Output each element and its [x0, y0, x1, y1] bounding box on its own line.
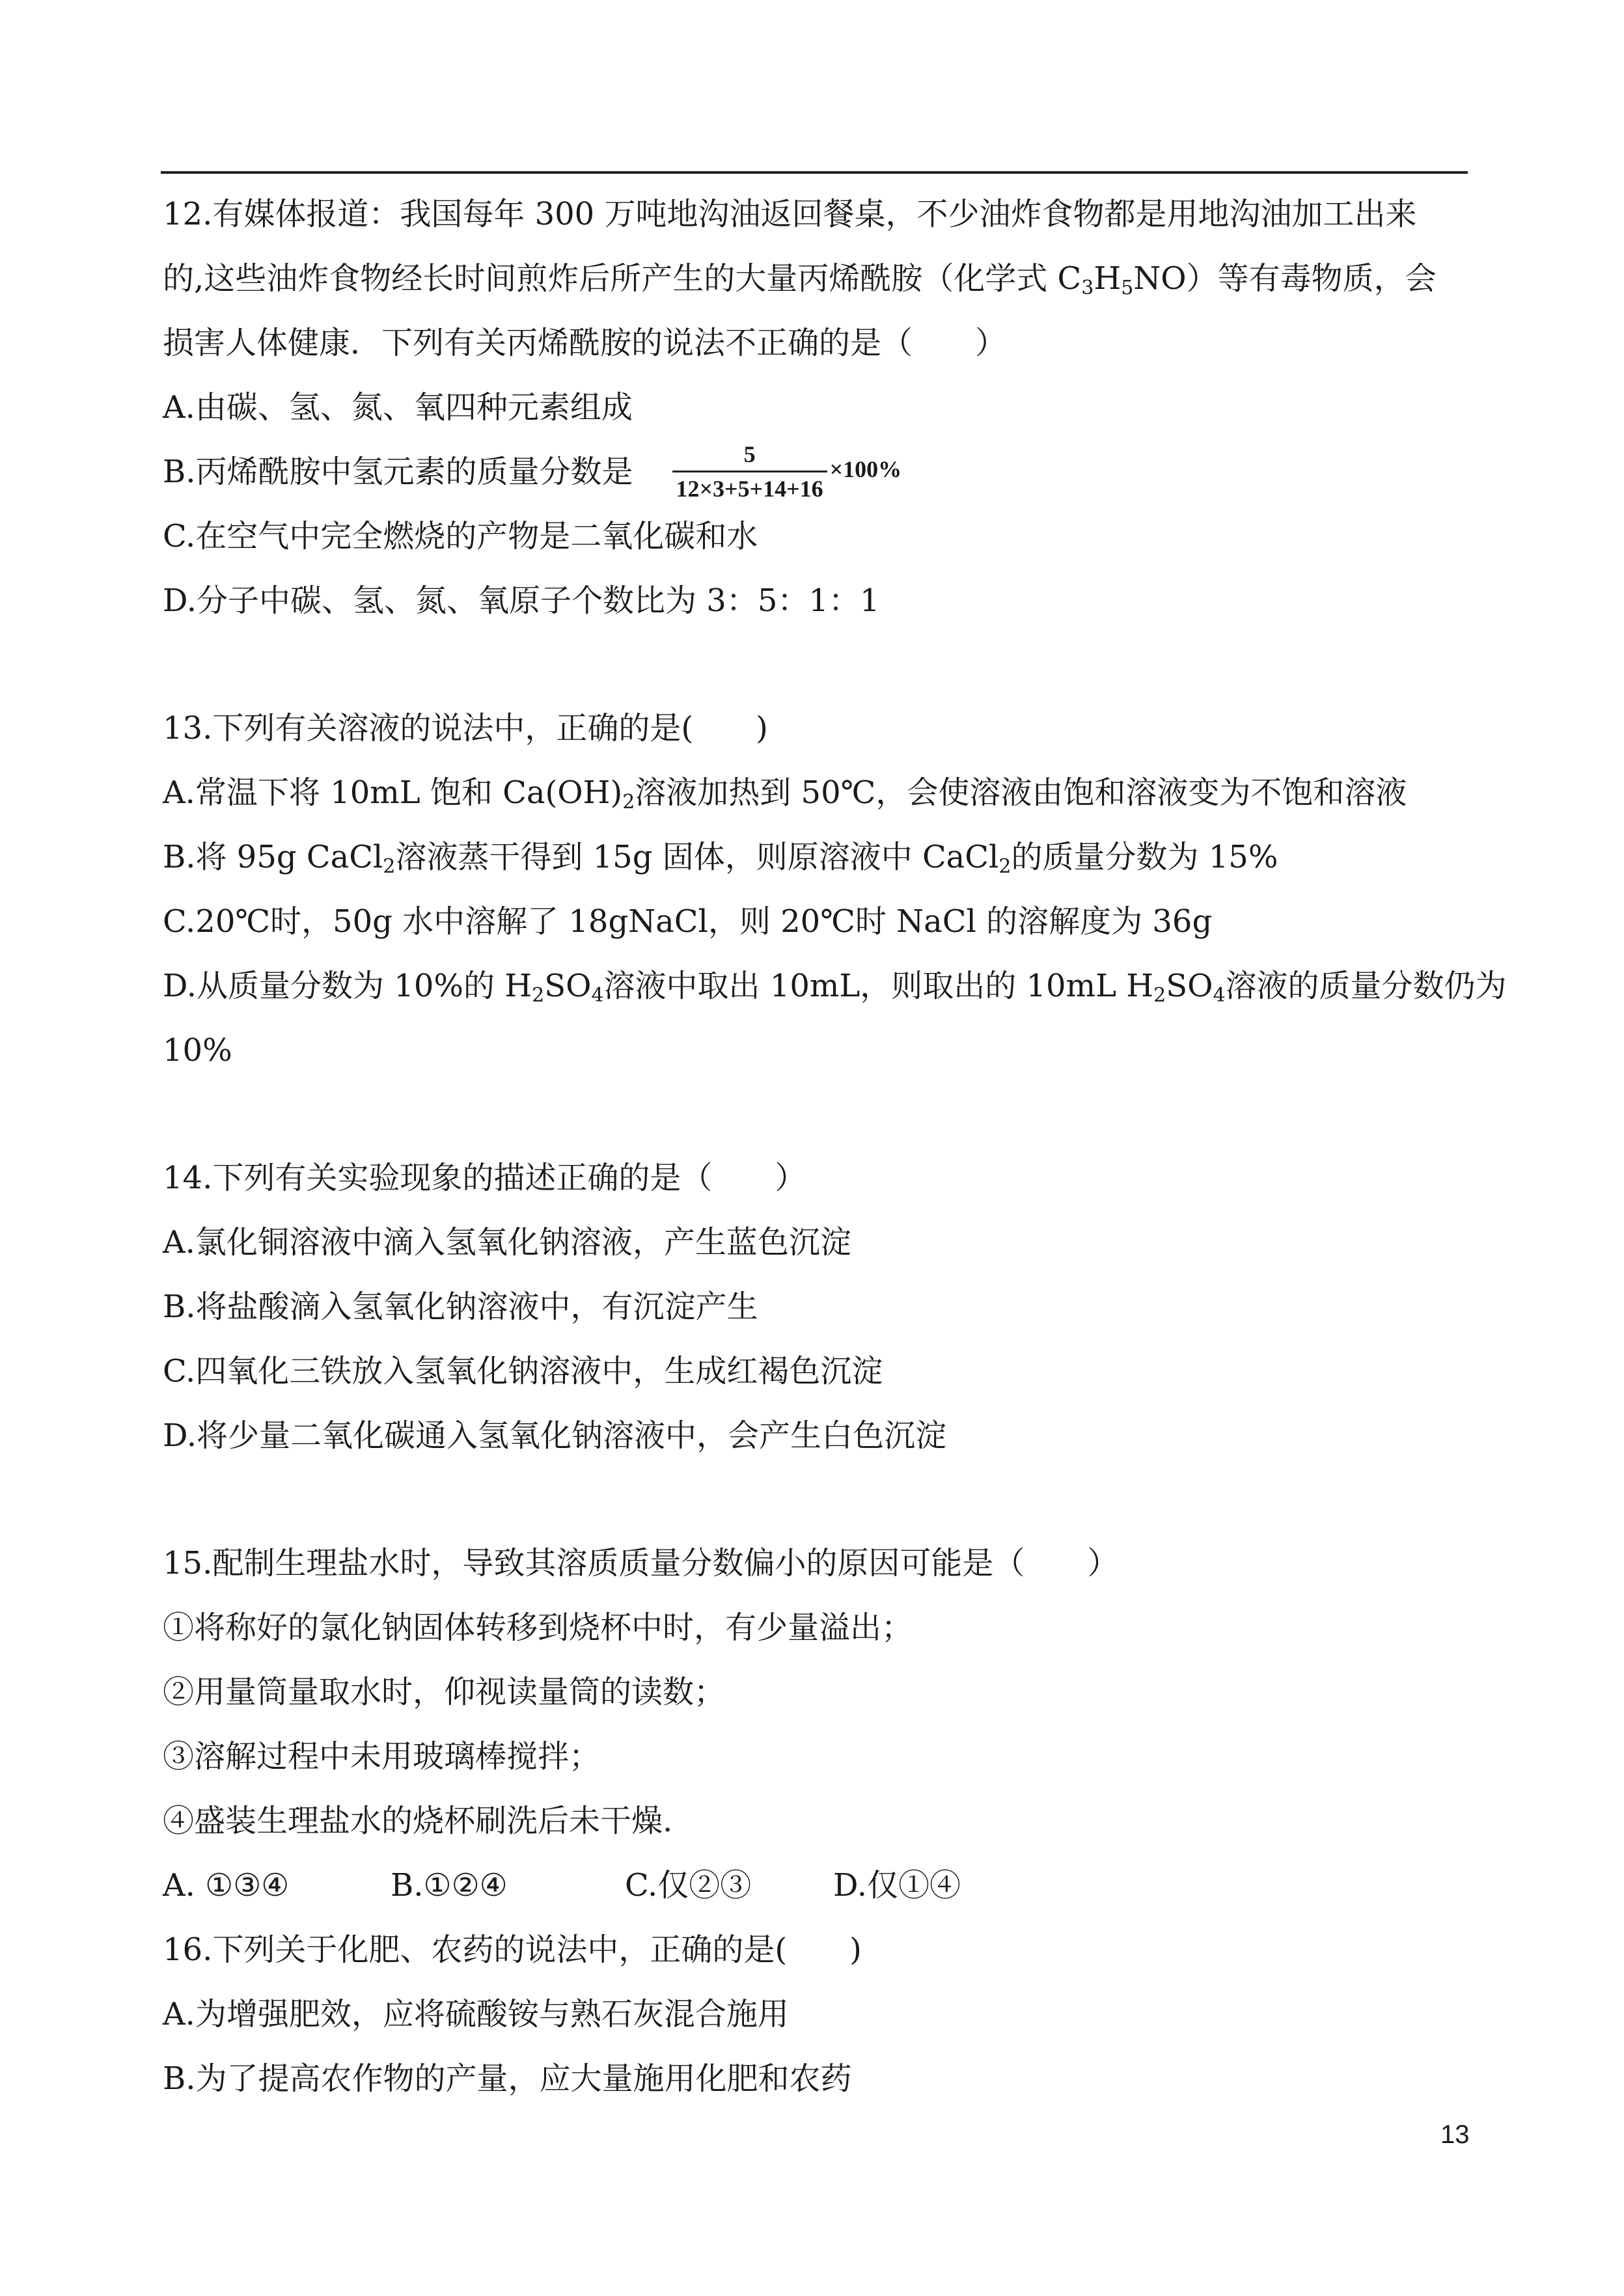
q15-stem: 15.配制生理盐水时，导致其溶质质量分数偏小的原因可能是（ ） — [163, 1545, 1119, 1581]
q12-stem-line-2: 的,这些油炸食物经长时间煎炸后所产生的大量丙烯酰胺（化学式 $C_3H_5NO$）等有毒物质，会 — [163, 260, 1437, 299]
header-rule — [161, 171, 1468, 174]
q13-option-c: C.20℃时，50g 水中溶解了 18gNaCl，则 20℃时 NaCl 的溶解度为 36g — [163, 903, 1213, 940]
q15-item-4: ④盛装生理盐水的烧杯刷洗后未干燥. — [163, 1803, 673, 1839]
q15-item-1: ①将称好的氯化钠固体转移到烧杯中时，有少量溢出； — [163, 1609, 913, 1646]
q12-option-c: C.在空气中完全燃烧的产物是二氧化碳和水 — [163, 518, 758, 554]
mass-fraction-formula: $\frac{5}{12\times 3+5+14+16}$ — [672, 442, 827, 502]
q14-option-d: D.将少量二氧化碳通入氢氧化钠溶液中，会产生白色沉淀 — [163, 1417, 947, 1454]
q14-option-a: A.氯化铜溶液中滴入氢氧化钠溶液，产生蓝色沉淀 — [163, 1224, 851, 1261]
q14-stem: 14.下列有关实验现象的描述正确的是（ ） — [163, 1160, 806, 1196]
q13-option-d: D.从质量分数为 10%的 $H_2SO_4$溶液中取出 10mL，则取出的 10mL $H_2SO_4$溶液的质量分数仍为 — [163, 968, 1507, 1007]
q12-option-d: D.分子中碳、氢、氮、氧原子个数比为 3：5：1：1 — [163, 582, 880, 619]
q13-stem: 13.下列有关溶液的说法中，正确的是( ) — [163, 710, 768, 746]
q15-options — [163, 1853, 1471, 1918]
q15-item-2: ②用量筒量取水时，仰视读量筒的读数； — [163, 1674, 726, 1710]
q13-option-d-continued: 10% — [163, 1032, 232, 1069]
q13-option-a: A.常温下将 10mL 饱和 $Ca(OH)_2$溶液加热到 50℃，会使溶液由饱和溶液变为不饱和溶液 — [163, 774, 1407, 813]
q14-option-b: B.将盐酸滴入氢氧化钠溶液中，有沉淀产生 — [163, 1289, 758, 1325]
q13-option-b: B.将 95g CaCl$_2$溶液蒸干得到 15g 固体，则原溶液中 CaCl$_2$的质量分数为 15% — [163, 839, 1278, 878]
q15-option-c: C.仅②③ — [625, 1867, 752, 1904]
q15-option-b: B.①②④ — [391, 1867, 508, 1904]
q12-stem-line-3: 损害人体健康．下列有关丙烯酰胺的说法不正确的是（ ） — [163, 325, 1007, 361]
q12-stem-line-1: 12.有媒体报道：我国每年 300 万吨地沟油返回餐桌，不少油炸食物都是用地沟油加工出来 — [163, 196, 1417, 232]
page-content — [163, 182, 1507, 2111]
q15-item-3: ③溶解过程中未用玻璃棒搅拌； — [163, 1738, 601, 1775]
q16-stem: 16.下列关于化肥、农药的说法中，正确的是( ) — [163, 1932, 862, 1968]
q12-option-b: B.丙烯酰胺中氢元素的质量分数是 $\frac{5}{12\times 3+5+14+16}$ ×100% — [163, 441, 902, 502]
q16-option-a: A.为增强肥效，应将硫酸铵与熟石灰混合施用 — [163, 1996, 789, 2032]
q16-option-b: B.为了提高农作物的产量，应大量施用化肥和农药 — [163, 2060, 852, 2097]
q14-option-c: C.四氧化三铁放入氢氧化钠溶液中，生成红褐色沉淀 — [163, 1353, 883, 1389]
q15-option-a: A. ①③④ — [163, 1867, 290, 1904]
page-number: 13 — [1440, 2120, 1470, 2149]
q12-option-a: A.由碳、氢、氮、氧四种元素组成 — [163, 389, 633, 426]
q15-option-d: D.仅①④ — [833, 1867, 961, 1904]
